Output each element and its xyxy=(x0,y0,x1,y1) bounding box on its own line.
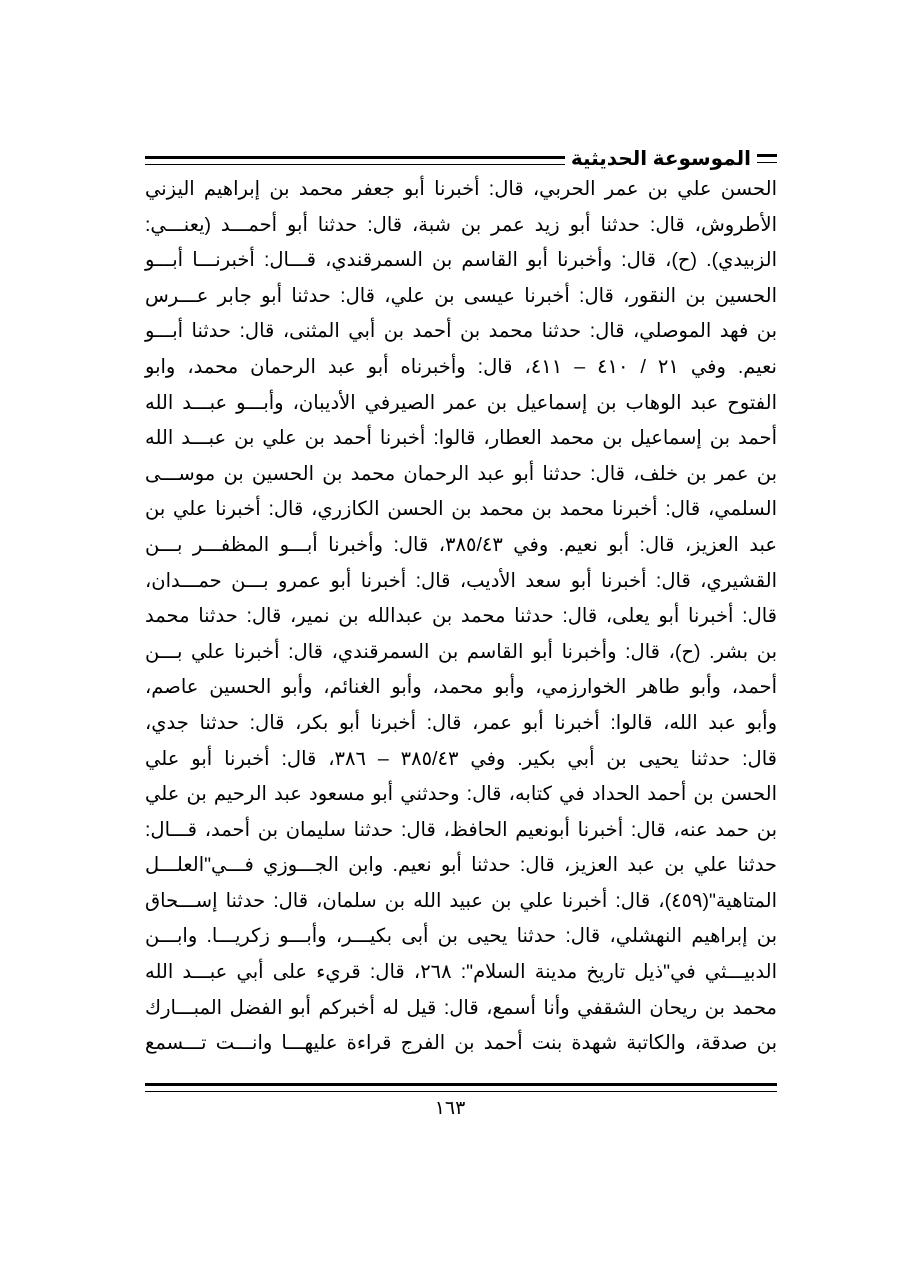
running-header xyxy=(145,144,777,172)
text-line: نعيم. وفي ٢١ / ٤١٠ – ٤١١، قال: وأخبرناه أبو عبد الرحمان محمد، وابو xyxy=(145,355,777,378)
header-rule xyxy=(145,156,565,165)
text-line: القشيري، قال: أخبرنا أبو سعد الأديب، قال: أخبرنا أبو عمرو بـــن حمـــدان، xyxy=(145,569,777,592)
page-body xyxy=(145,172,777,1062)
header-rule-right xyxy=(757,154,777,163)
page-number: ١٦٣ xyxy=(434,1098,466,1119)
text-line: الحسين بن النقور، قال: أخبرنا عيسى بن علي، قال: حدثنا أبو جابر عـــرس xyxy=(145,284,777,307)
text-line: الأطروش، قال: حدثنا أبو زيد عمر بن شبة، قال: حدثنا أبو أحمـــد (يعنـــي: xyxy=(145,213,777,236)
text-line: أحمد بن إسماعيل بن محمد العطار، قالوا: أخبرنا أحمد بن علي بن عبـــد الله xyxy=(145,427,777,450)
text-line: قال: حدثنا يحيى بن أبي بكير. وفي ٣٨٥/٤٣ – ٣٨٦، قال: أخبرنا أبو علي xyxy=(145,747,777,770)
text-line: بن صدقة، والكاتبة شهدة بنت أحمد بن الفرج قراءة عليهـــا وانـــت تـــسمع xyxy=(145,1032,777,1055)
text-line: قال: أخبرنا أبو يعلى، قال: حدثنا محمد بن عبدالله بن نمير، قال: حدثنا محمد xyxy=(145,605,777,628)
text-line: محمد بن ريحان الشقفي وأنا أسمع، قال: قيل له أخبركم أبو الفضل المبـــارك xyxy=(145,996,777,1019)
text-line: المتاهية"(٤٥٩)، قال: أخبرنا علي بن عبيد الله بن سلمان، قال: حدثنا إســـحاق xyxy=(145,889,777,912)
text-line: الحسن بن أحمد الحداد في كتابه، قال: وحدثني أبو مسعود عبد الرحيم بن علي xyxy=(145,783,777,806)
text-line: أحمد، وأبو طاهر الخوارزمي، وأبو محمد، وأبو الغنائم، وأبو الحسين عاصم، xyxy=(145,676,777,699)
text-line: الدبيـــثي في"ذيل تاريخ مدينة السلام": ٢٦٨، قال: قريء على أبي عبـــد الله xyxy=(145,961,777,984)
text-line: بن إبراهيم النهشلي، قال: حدثنا يحيى بن أبى بكيـــر، وأبـــو زكريـــا. وابـــن xyxy=(145,925,777,948)
text-line: بن حمد عنه، قال: أخبرنا أبونعيم الحافظ، قال: حدثنا سليمان بن أحمد، قـــال: xyxy=(145,818,777,841)
text-line: السلمي، قال: أخبرنا محمد بن محمد بن الحسن الكازري، قال: أخبرنا علي بن xyxy=(145,498,777,521)
footer-rule xyxy=(145,1083,777,1092)
text-line: بن عمر بن خلف، قال: حدثنا أبو عبد الرحمان محمد بن الحسين بن موســـى xyxy=(145,462,777,485)
text-line: بن بشر. (ح)، قال: وأخبرنا أبو القاسم بن السمرقندي، قال: أخبرنا علي بـــن xyxy=(145,640,777,663)
book-title: الموسوعة الحديثية xyxy=(570,147,751,170)
text-line: الحسن علي بن عمر الحربي، قال: أخبرنا أبو جعفر محمد بن إبراهيم اليزني xyxy=(145,178,777,200)
text-line: حدثنا علي بن عبد العزيز، قال: حدثنا أبو نعيم. وابن الجـــوزي فـــي"العلـــل xyxy=(145,854,777,877)
text-line: الفتوح عبد الوهاب بن إسماعيل بن عمر الصيرفي الأديبان، وأبـــو عبـــد الله xyxy=(145,391,777,414)
text-line: بن فهد الموصلي، قال: حدثنا محمد بن أحمد بن أبي المثنى، قال: حدثنا أبـــو xyxy=(145,320,777,343)
text-line: الزبيدي). (ح)، قال: وأخبرنا أبو القاسم بن السمرقندي، قـــال: أخبرنـــا أبـــو xyxy=(145,249,777,272)
text-line: وأبو عبد الله، قالوا: أخبرنا أبو عمر، قال: أخبرنا أبو بكر، قال: حدثنا جدي، xyxy=(145,711,777,734)
text-line: عبد العزيز، قال: أبو نعيم. وفي ٣٨٥/٤٣، قال: وأخبرنا أبـــو المظفـــر بـــن xyxy=(145,533,778,556)
